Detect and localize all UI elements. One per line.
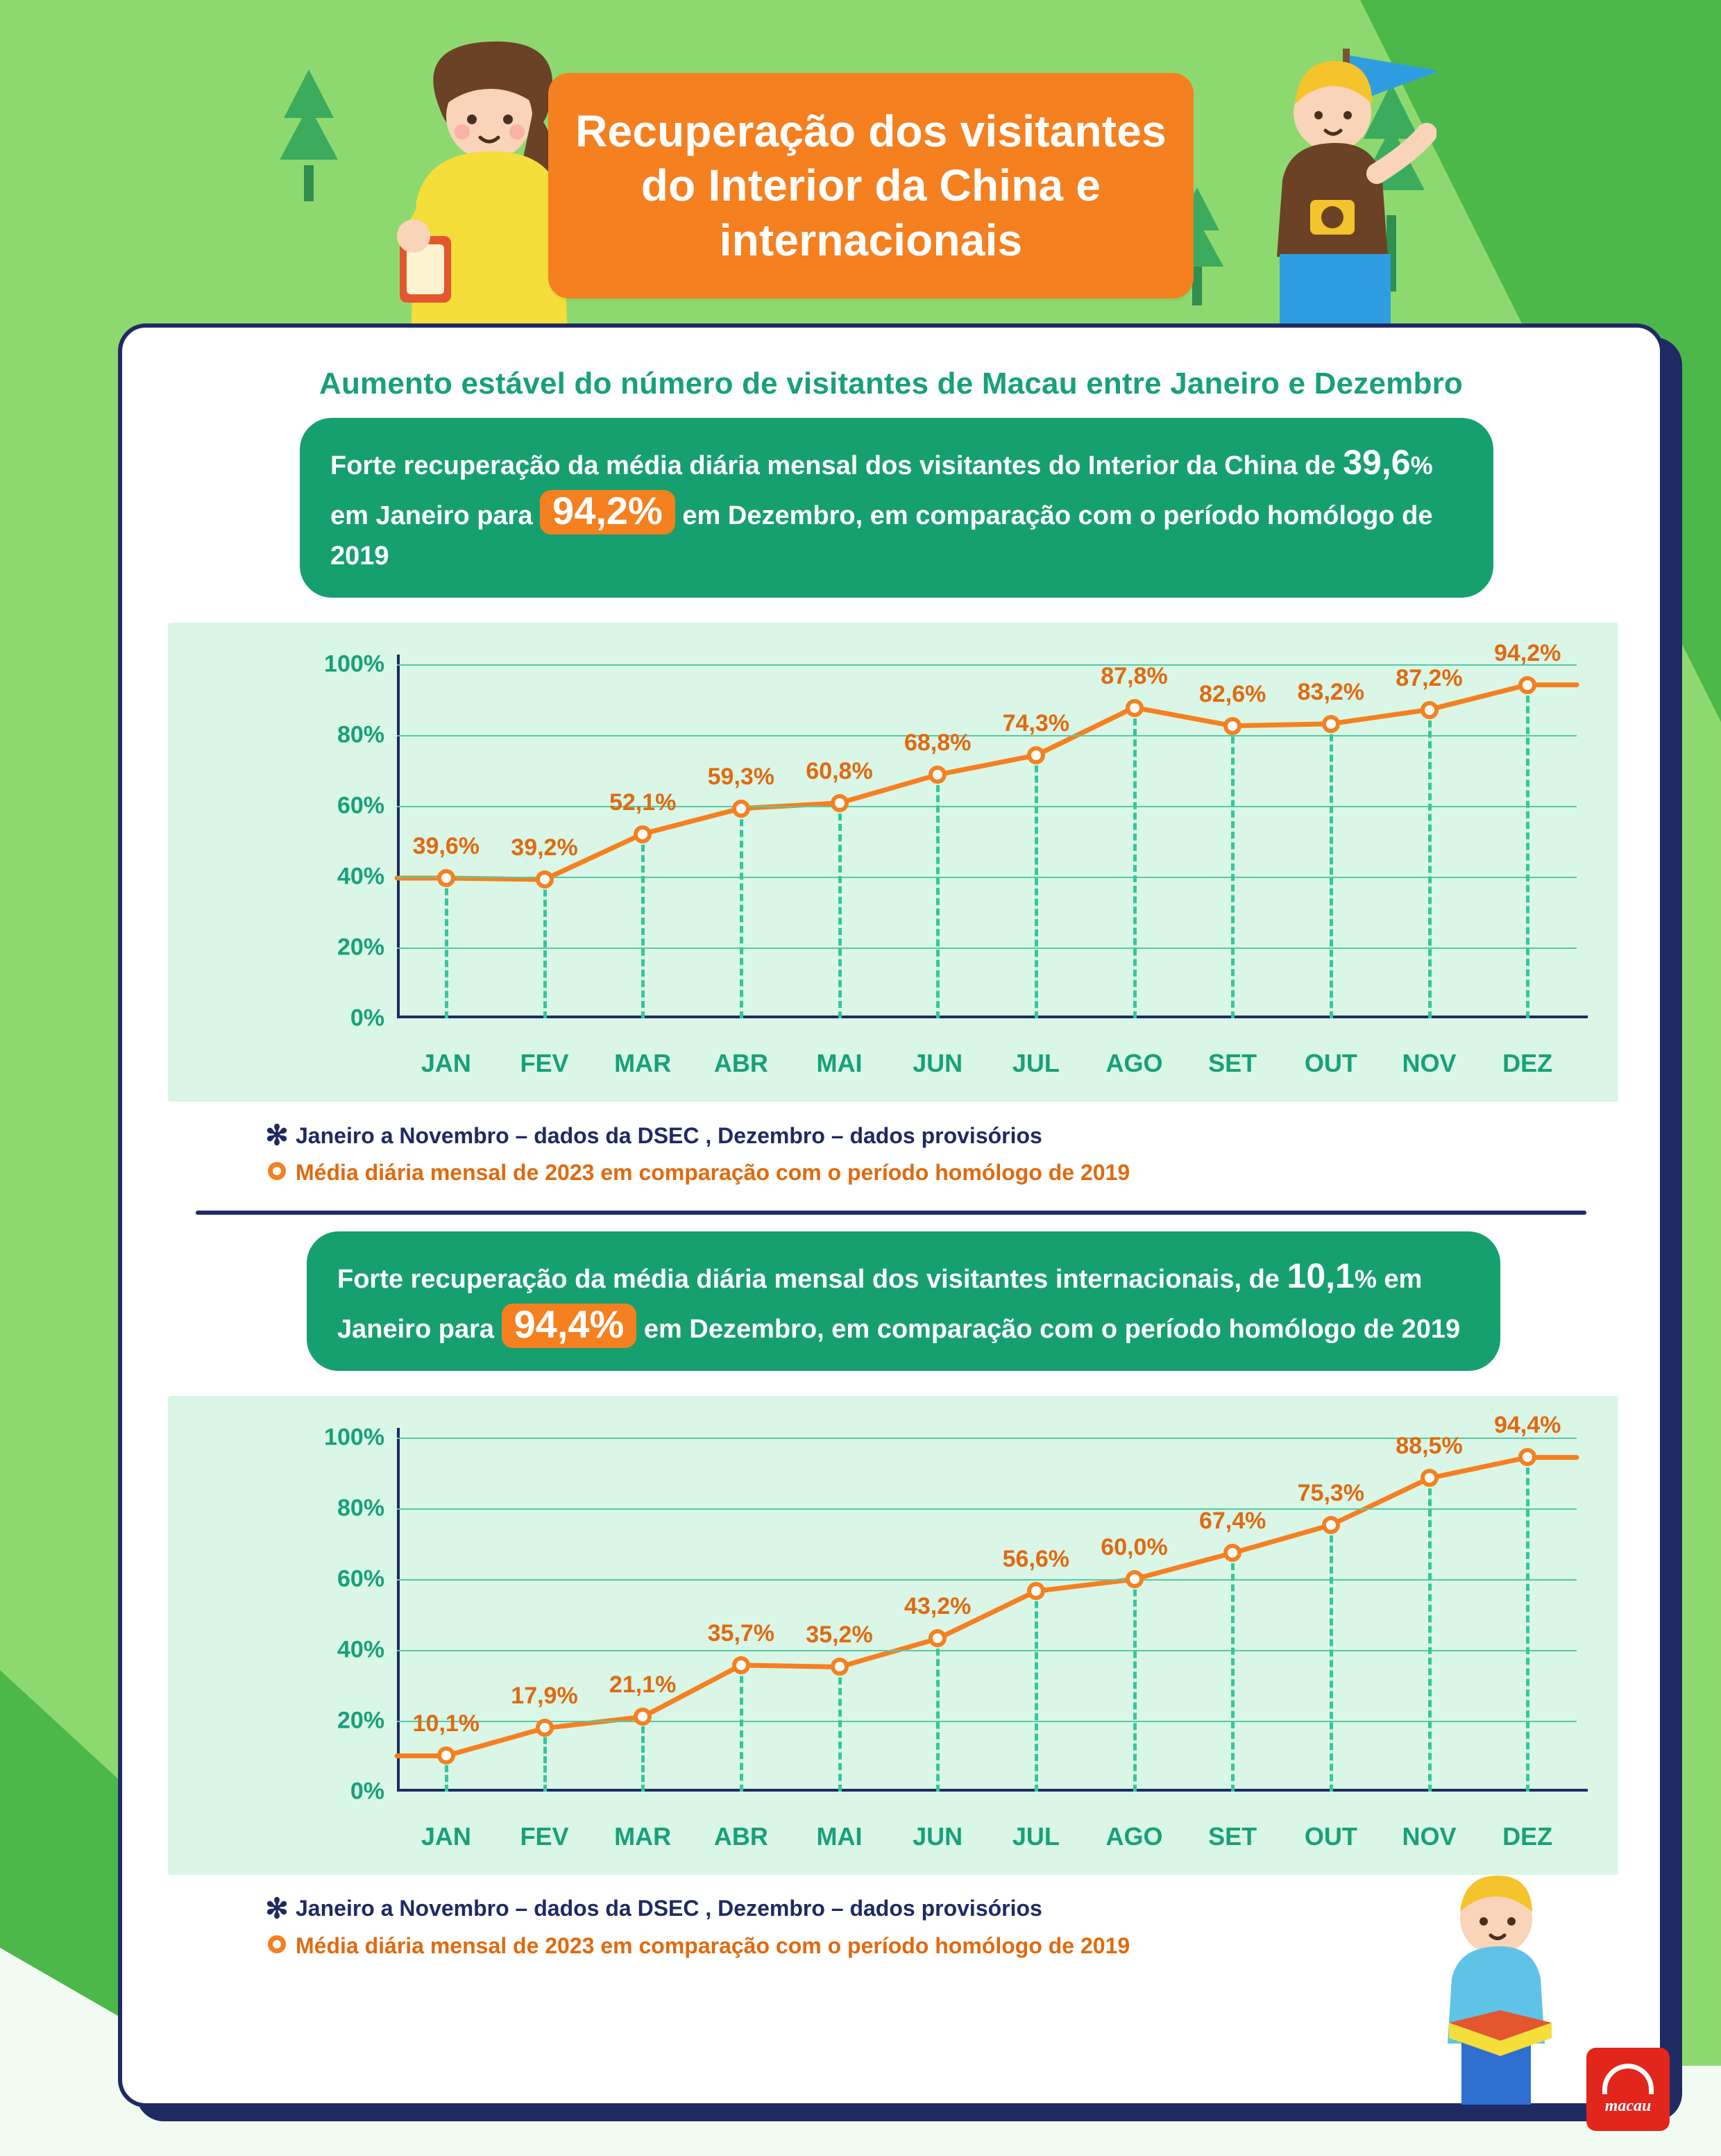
x-axis-tick-label: JAN xyxy=(421,1821,471,1851)
footnotes-mainland xyxy=(258,1120,1628,1186)
chart-data-point xyxy=(1027,1582,1045,1600)
y-axis-tick-label: 100% xyxy=(324,1424,384,1451)
header xyxy=(0,0,1721,333)
x-axis-tick-label: AGO xyxy=(1105,1821,1163,1851)
chart-gridline xyxy=(397,1018,1577,1020)
chart-leader-line xyxy=(1133,1579,1137,1792)
chart-data-label: 94,4% xyxy=(1493,1412,1561,1439)
y-axis-tick-label: 100% xyxy=(324,650,384,677)
callout-text-part1: Forte recuperação da média diária mensal dos visitantes internacionais, de xyxy=(337,1265,1280,1295)
chart-leader-line xyxy=(1428,710,1432,1019)
chart-data-label: 75,3% xyxy=(1297,1479,1365,1506)
chart-data-label: 88,5% xyxy=(1396,1433,1463,1460)
callout-international xyxy=(307,1231,1500,1370)
section-divider xyxy=(196,1211,1586,1215)
chart-data-label: 68,8% xyxy=(904,730,972,757)
chart-gridline xyxy=(397,735,1577,736)
chart-data-label: 21,1% xyxy=(609,1671,677,1699)
chart-leader-line xyxy=(445,878,448,1018)
chart-leader-line xyxy=(1526,685,1529,1018)
chart-gridline xyxy=(397,1579,1577,1581)
callout-text-part1: Forte recuperação da média diária mensal dos visitantes do Interior da China de xyxy=(330,451,1336,480)
chart-data-point xyxy=(634,825,652,843)
chart-data-label: 35,7% xyxy=(707,1619,775,1647)
x-axis-tick-label: JAN xyxy=(421,1049,471,1078)
chart-leader-line xyxy=(1330,724,1333,1018)
chart-data-point xyxy=(1126,699,1144,717)
callout-text-part3: em Dezembro, em comparação com o período homólogo de 2019 xyxy=(643,1314,1461,1344)
chart-data-point xyxy=(536,870,554,888)
chart-data-label: 17,9% xyxy=(511,1683,578,1710)
page-title: Recuperação dos visitantes do Interior da China e internacionais xyxy=(575,106,1167,265)
chart-data-point xyxy=(732,1656,750,1674)
y-axis-tick-label: 60% xyxy=(337,1565,384,1592)
x-axis-tick-label: JUL xyxy=(1012,1049,1060,1078)
y-axis-tick-label: 40% xyxy=(337,1636,384,1663)
x-axis-tick-label: FEV xyxy=(520,1821,569,1851)
x-axis-tick-label: FEV xyxy=(520,1049,569,1078)
x-axis-tick-label: OUT xyxy=(1304,1821,1357,1851)
chart-data-point xyxy=(1322,1516,1340,1534)
chart-data-point xyxy=(1223,717,1241,735)
asterisk-icon: ✻ xyxy=(265,1893,289,1924)
chart-leader-line xyxy=(641,1717,645,1792)
chart-plot-area xyxy=(324,639,1577,1078)
chart-gridline xyxy=(397,1650,1577,1651)
x-axis-tick-label: DEZ xyxy=(1502,1821,1553,1851)
y-axis-tick-label: 20% xyxy=(337,1707,384,1734)
callout-value-dez: 94,4% xyxy=(502,1304,637,1348)
callout-text-part3: em Dezembro, em comparação com o período homólogo de 2019 xyxy=(330,500,1433,571)
x-axis-tick-label: NOV xyxy=(1402,1821,1457,1851)
callout-text-part2: em Janeiro para xyxy=(330,500,533,530)
chart-leader-line xyxy=(641,834,645,1019)
y-axis-tick-label: 80% xyxy=(337,1494,384,1522)
chart-leader-line xyxy=(936,775,940,1018)
chart-data-label: 87,2% xyxy=(1396,664,1463,691)
y-axis-tick-label: 80% xyxy=(337,721,384,748)
chart-leader-line xyxy=(543,1728,547,1791)
x-axis-tick-label: OUT xyxy=(1304,1049,1357,1078)
chart-data-label: 43,2% xyxy=(904,1593,972,1620)
chart-data-label: 10,1% xyxy=(412,1710,480,1737)
legend-marker-icon xyxy=(258,1160,296,1186)
chart-data-label: 82,6% xyxy=(1198,681,1266,708)
chart-leader-line xyxy=(1330,1525,1333,1792)
callout-percent-sign: % xyxy=(1354,1265,1377,1294)
main-card xyxy=(118,323,1664,2107)
x-axis-tick-label: JUN xyxy=(913,1049,963,1078)
chart-legend xyxy=(258,1160,1628,1186)
chart-leader-line xyxy=(1428,1478,1432,1791)
chart-data-label: 59,3% xyxy=(707,763,775,790)
chart-data-point xyxy=(831,794,849,812)
y-axis-tick-label: 0% xyxy=(350,1004,384,1031)
y-axis-tick-label: 20% xyxy=(337,934,384,961)
chart-mainland xyxy=(168,623,1618,1102)
y-axis-tick-label: 40% xyxy=(337,863,384,890)
footnote-source xyxy=(258,1120,1628,1152)
chart-leader-line xyxy=(838,803,842,1018)
chart-data-point xyxy=(1421,1469,1439,1487)
x-axis-tick-label: ABR xyxy=(713,1049,768,1078)
chart-data-point xyxy=(1223,1544,1241,1562)
chart-data-point xyxy=(1421,701,1439,719)
chart-leader-line xyxy=(1231,1553,1235,1792)
chart-data-point xyxy=(732,800,750,818)
chart-data-label: 52,1% xyxy=(609,789,677,816)
x-axis-tick-label: ABR xyxy=(713,1821,768,1851)
chart-leader-line xyxy=(1035,755,1038,1018)
footnote-source-text: Janeiro a Novembro – dados da DSEC , Dezembro – dados provisórios xyxy=(296,1122,1042,1148)
y-axis-tick-label: 0% xyxy=(350,1778,384,1805)
callout-mainland xyxy=(300,418,1493,598)
y-axis-tick-label: 60% xyxy=(337,792,384,819)
chart-leader-line xyxy=(936,1638,940,1791)
chart-gridline xyxy=(397,877,1577,878)
chart-data-label: 56,6% xyxy=(1002,1546,1070,1572)
chart-data-point xyxy=(437,869,455,887)
chart-data-point xyxy=(1126,1570,1144,1588)
title-plate xyxy=(548,73,1194,298)
chart-leader-line xyxy=(1133,708,1137,1019)
chart-data-label: 87,8% xyxy=(1101,662,1168,689)
chart-plot-area xyxy=(324,1412,1577,1851)
chart-data-point xyxy=(1027,746,1045,764)
x-axis-tick-label: DEZ xyxy=(1502,1049,1553,1078)
callout-value-jan: 10,1 xyxy=(1287,1256,1355,1296)
x-axis-tick-label: JUL xyxy=(1012,1821,1060,1851)
chart-data-label: 39,2% xyxy=(511,834,578,861)
callout-text-part2: em Janeiro para xyxy=(337,1265,1423,1344)
card-title: Aumento estável do número de visitantes de Macau entre Janeiro e Dezembro xyxy=(319,367,1463,401)
chart-data-point xyxy=(634,1708,652,1726)
chart-leader-line xyxy=(1035,1591,1038,1792)
chart-data-point xyxy=(831,1658,849,1676)
chart-data-point xyxy=(1518,1448,1536,1466)
callout-percent-sign: % xyxy=(1410,451,1433,480)
illustration-boy-reading xyxy=(1413,1876,1586,2105)
x-axis-tick-label: SET xyxy=(1208,1821,1257,1851)
chart-data-label: 94,2% xyxy=(1493,639,1561,666)
x-axis-tick-label: JUN xyxy=(913,1821,963,1851)
macau-logo xyxy=(1586,2048,1670,2131)
chart-line xyxy=(397,664,605,768)
chart-legend-text: Média diária mensal de 2023 em comparação com o período homólogo de 2019 xyxy=(296,1932,1130,1958)
macau-ruins-icon xyxy=(1602,2064,1654,2094)
chart-data-label: 39,6% xyxy=(412,833,480,860)
macau-logo-text: macau xyxy=(1604,2096,1652,2115)
callout-value-dez: 94,2% xyxy=(540,490,675,534)
chart-legend-text: Média diária mensal de 2023 em comparação com o período homólogo de 2019 xyxy=(296,1160,1130,1186)
chart-data-label: 60,8% xyxy=(806,758,873,785)
x-axis-tick-label: NOV xyxy=(1402,1049,1457,1078)
chart-leader-line xyxy=(1526,1457,1529,1791)
chart-leader-line xyxy=(543,879,547,1018)
chart-data-point xyxy=(1518,676,1536,694)
chart-leader-line xyxy=(838,1667,842,1792)
chart-leader-line xyxy=(740,809,743,1018)
chart-data-label: 60,0% xyxy=(1101,1533,1168,1560)
chart-leader-line xyxy=(740,1665,743,1792)
chart-data-label: 35,2% xyxy=(806,1622,873,1649)
x-axis-tick-label: AGO xyxy=(1105,1049,1163,1078)
chart-gridline xyxy=(397,1508,1577,1510)
tree-icon xyxy=(278,69,340,201)
legend-marker-icon xyxy=(258,1933,296,1959)
chart-gridline xyxy=(397,1721,1577,1722)
x-axis-tick-label: MAI xyxy=(816,1821,863,1851)
x-axis-tick-label: MAR xyxy=(614,1049,672,1078)
footnote-source-text: Janeiro a Novembro – dados da DSEC , Dezembro – dados provisórios xyxy=(296,1896,1042,1921)
x-axis-tick-label: MAR xyxy=(614,1821,672,1851)
chart-data-point xyxy=(1322,715,1340,733)
x-axis-tick-label: SET xyxy=(1208,1049,1257,1078)
chart-data-point xyxy=(929,766,947,784)
asterisk-icon: ✻ xyxy=(265,1120,289,1152)
chart-gridline xyxy=(397,806,1577,807)
chart-data-point xyxy=(437,1746,455,1765)
x-axis-tick-label: MAI xyxy=(816,1049,863,1078)
chart-line xyxy=(397,1438,605,1542)
illustration-boy xyxy=(1228,35,1436,333)
chart-data-point xyxy=(929,1629,947,1647)
chart-data-point xyxy=(536,1719,554,1737)
chart-gridline xyxy=(397,948,1577,949)
chart-gridline xyxy=(397,1792,1577,1793)
chart-leader-line xyxy=(1231,726,1235,1018)
chart-data-label: 67,4% xyxy=(1198,1507,1266,1534)
callout-value-jan: 39,6 xyxy=(1343,443,1411,482)
chart-data-label: 83,2% xyxy=(1297,678,1365,705)
chart-data-label: 74,3% xyxy=(1002,710,1070,737)
chart-international xyxy=(168,1396,1618,1875)
